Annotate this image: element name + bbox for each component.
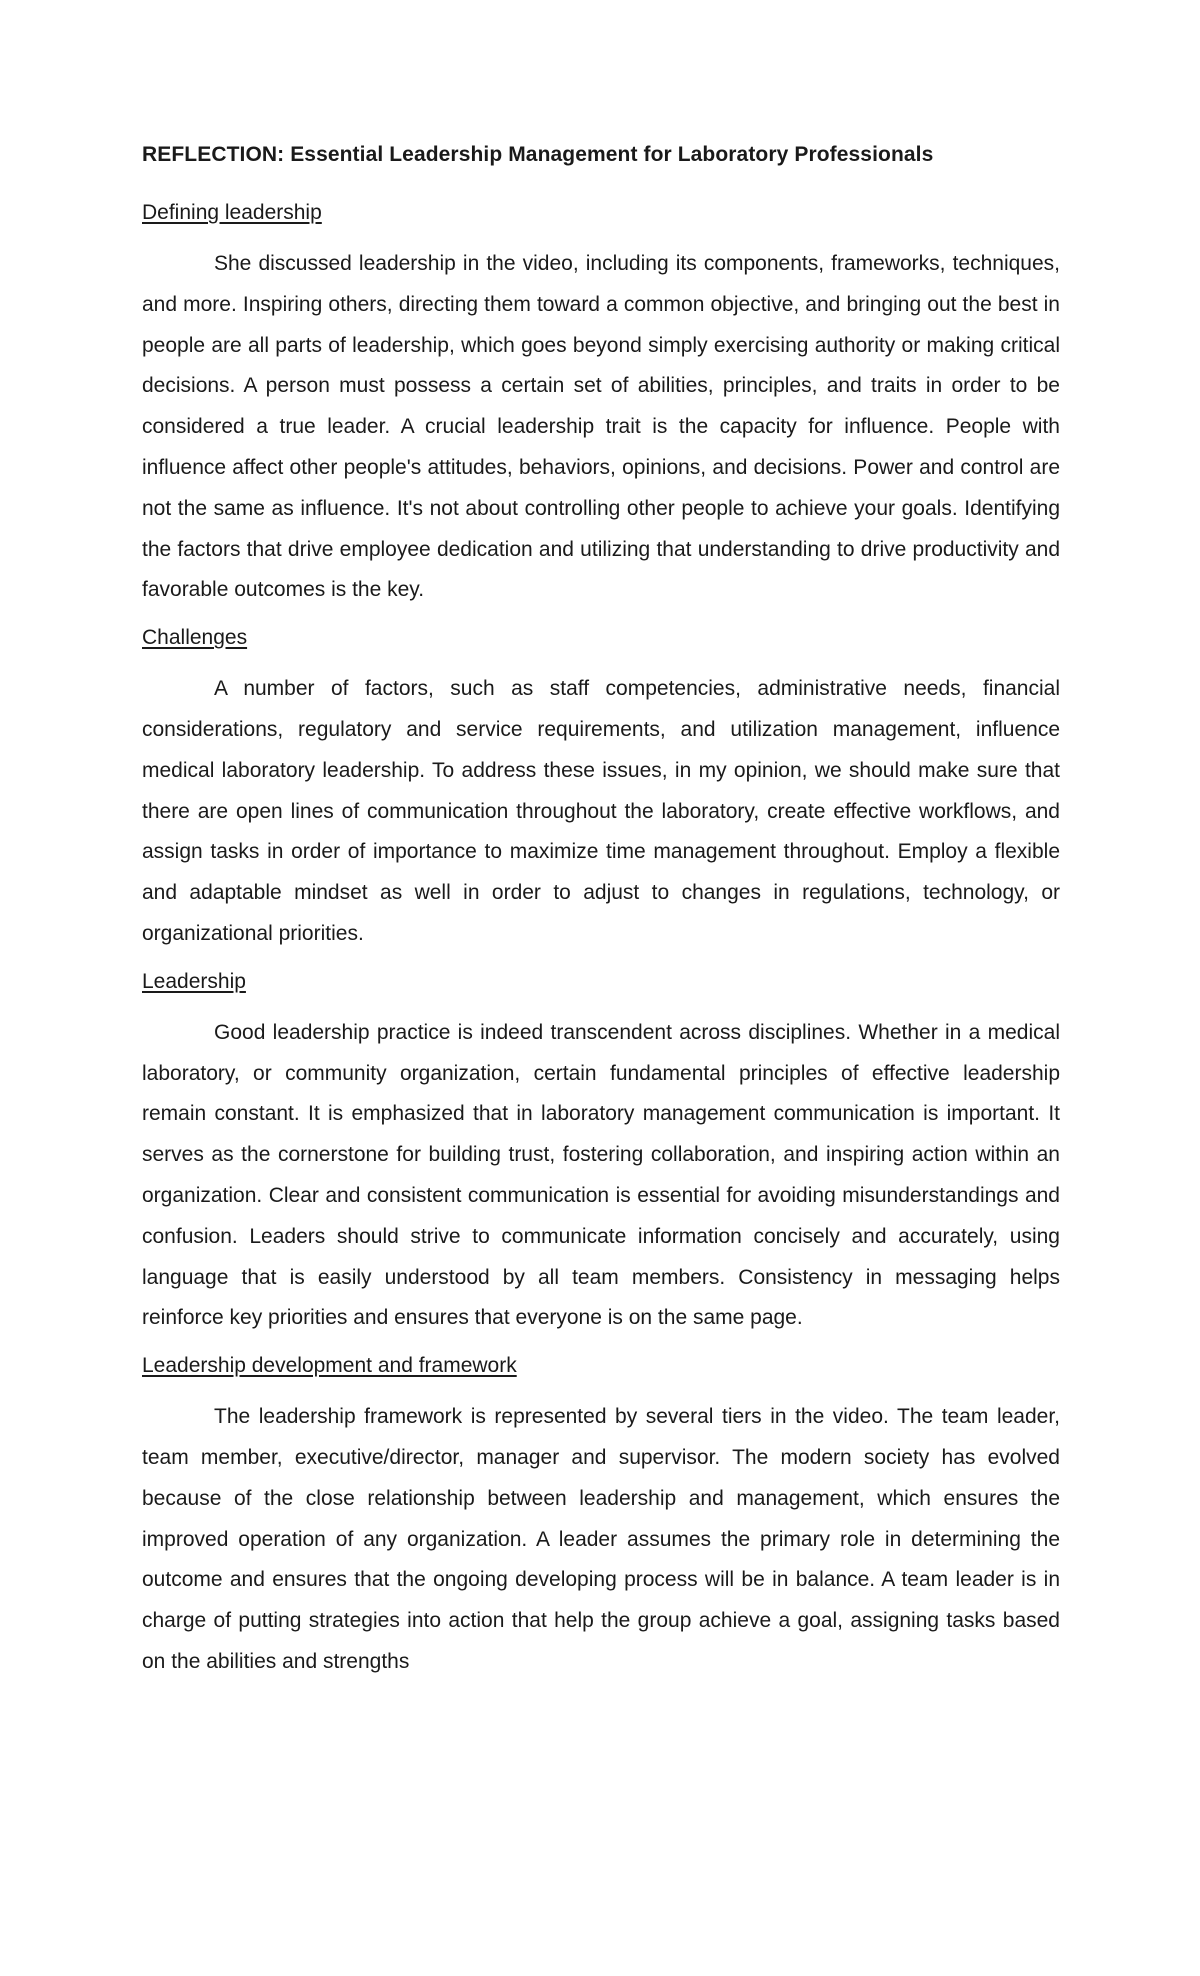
section-paragraph: A number of factors, such as staff competencies, administrative needs, financial considerations, regulatory and service requirements, and utilization management, influence medical laboratory leadership. To address these issues, in my opinion, we should make sure that there are open lines of communication throughout the laboratory, create effective workflows, and assign tasks in order of importance to maximize time management throughout. Employ a flexible and adaptable mindset as well in order to adjust to changes in regulations, technology, or organizational priorities.: [142, 677, 1060, 945]
section-heading: Leadership: [142, 969, 246, 993]
section-leadership-development: [142, 1351, 1060, 1683]
section-paragraph: The leadership framework is represented by several tiers in the video. The team leader, team member, executive/director, manager and supervisor. The modern society has evolved because of the close relationship between leadership and management, which ensures the improved operation of any organization. A leader assumes the primary role in determining the outcome and ensures that the ongoing developing process will be in balance. A team leader is in charge of putting strategies into action that help the group achieve a goal, assigning tasks based on the abilities and strengths: [142, 1405, 1060, 1673]
document-title: REFLECTION: Essential Leadership Management for Laboratory Professionals: [142, 143, 934, 166]
section-paragraph: She discussed leadership in the video, including its components, frameworks, techniques, and more. Inspiring others, directing them toward a common objective, and bringing out the best in people are all parts of leadership, which goes beyond simply exercising authority or making critical decisions. A person must possess a certain set of abilities, principles, and traits in order to be considered a true leader. A crucial leadership trait is the capacity for influence. People with influence affect other people's attitudes, behaviors, opinions, and decisions. Power and control are not the same as influence. It's not about controlling other people to achieve your goals. Identifying the factors that drive employee dedication and utilizing that understanding to drive productivity and favorable outcomes is the key.: [142, 252, 1060, 602]
section-challenges: [142, 623, 1060, 955]
section-heading: Defining leadership: [142, 201, 322, 224]
section-defining-leadership: [142, 198, 1060, 611]
section-paragraph: Good leadership practice is indeed transcendent across disciplines. Whether in a medical laboratory, or community organization, certain fundamental principles of effective leadership remain constant. It is emphasized that in laboratory management communication is important. It serves as the cornerstone for building trust, fostering collaboration, and inspiring action within an organization. Clear and consistent communication is essential for avoiding misunderstandings and confusion. Leaders should strive to communicate information concisely and accurately, using language that is easily understood by all team members. Consistency in messaging helps reinforce key priorities and ensures that everyone is on the same page.: [142, 1020, 1060, 1330]
section-heading: Leadership development and framework: [142, 1354, 517, 1378]
section-heading: Challenges: [142, 626, 248, 650]
section-leadership: [142, 967, 1060, 1339]
document-page: [142, 140, 1060, 1683]
